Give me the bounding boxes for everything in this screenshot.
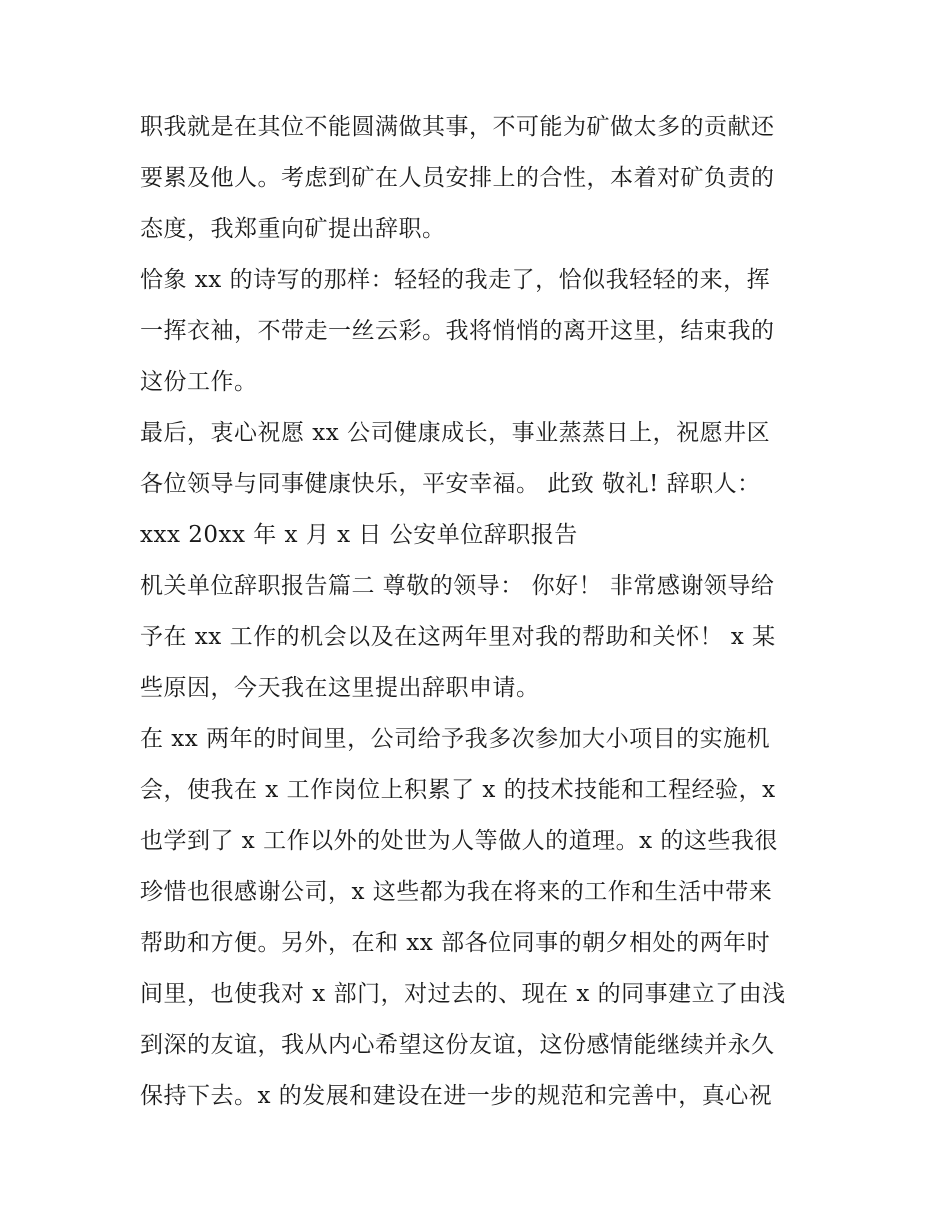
text-line: 恰象 xx 的诗写的那样：轻轻的我走了，恰似我轻轻的来，挥 (140, 267, 771, 293)
text-line: 予在 xx 工作的机会以及在这两年里对我的帮助和关怀！ x 某 (140, 624, 776, 650)
text-line: 职我就是在其位不能圆满做其事，不可能为矿做太多的贡献还 (140, 114, 775, 140)
text-line: 这份工作。 (140, 369, 258, 395)
text-line: 机关单位辞职报告篇二 尊敬的领导： 你好！ 非常感谢领导给 (140, 573, 775, 599)
text-line: 帮助和方便。另外，在和 xx 部各位同事的朝夕相处的两年时 (140, 930, 771, 956)
text-line: 各位领导与同事健康快乐，平安幸福。 此致 敬礼! 辞职人： (140, 471, 761, 497)
text-line: 态度，我郑重向矿提出辞职。 (140, 216, 446, 242)
text-line: 在 xx 两年的时间里，公司给予我多次参加大小项目的实施机 (140, 726, 771, 752)
document-body (140, 102, 820, 1122)
text-line: 要累及他人。考虑到矿在人员安排上的合性，本着对矿负责的 (140, 165, 775, 191)
text-line: 一挥衣袖，不带走一丝云彩。我将悄悄的离开这里，结束我的 (140, 318, 775, 344)
text-line: 会，使我在 x 工作岗位上积累了 x 的技术技能和工程经验，x (140, 777, 776, 803)
text-line: 保持下去。x 的发展和建设在进一步的规范和完善中，真心祝 (140, 1083, 773, 1109)
text-line: 珍惜也很感谢公司，x 这些都为我在将来的工作和生活中带来 (140, 879, 773, 905)
text-line: 也学到了 x 工作以外的处世为人等做人的道理。x 的这些我很 (140, 828, 778, 854)
text-line: 间里，也使我对 x 部门，对过去的、现在 x 的同事建立了由浅 (140, 981, 786, 1007)
text-line: 到深的友谊，我从内心希望这份友谊，这份感情能继续并永久 (140, 1032, 775, 1058)
text-line: 最后，衷心祝愿 xx 公司健康成长，事业蒸蒸日上，祝愿井区 (140, 420, 771, 446)
text-line: 些原因，今天我在这里提出辞职申请。 (140, 675, 540, 701)
text-line: xxx 20xx 年 x 月 x 日 公安单位辞职报告 (140, 522, 578, 548)
